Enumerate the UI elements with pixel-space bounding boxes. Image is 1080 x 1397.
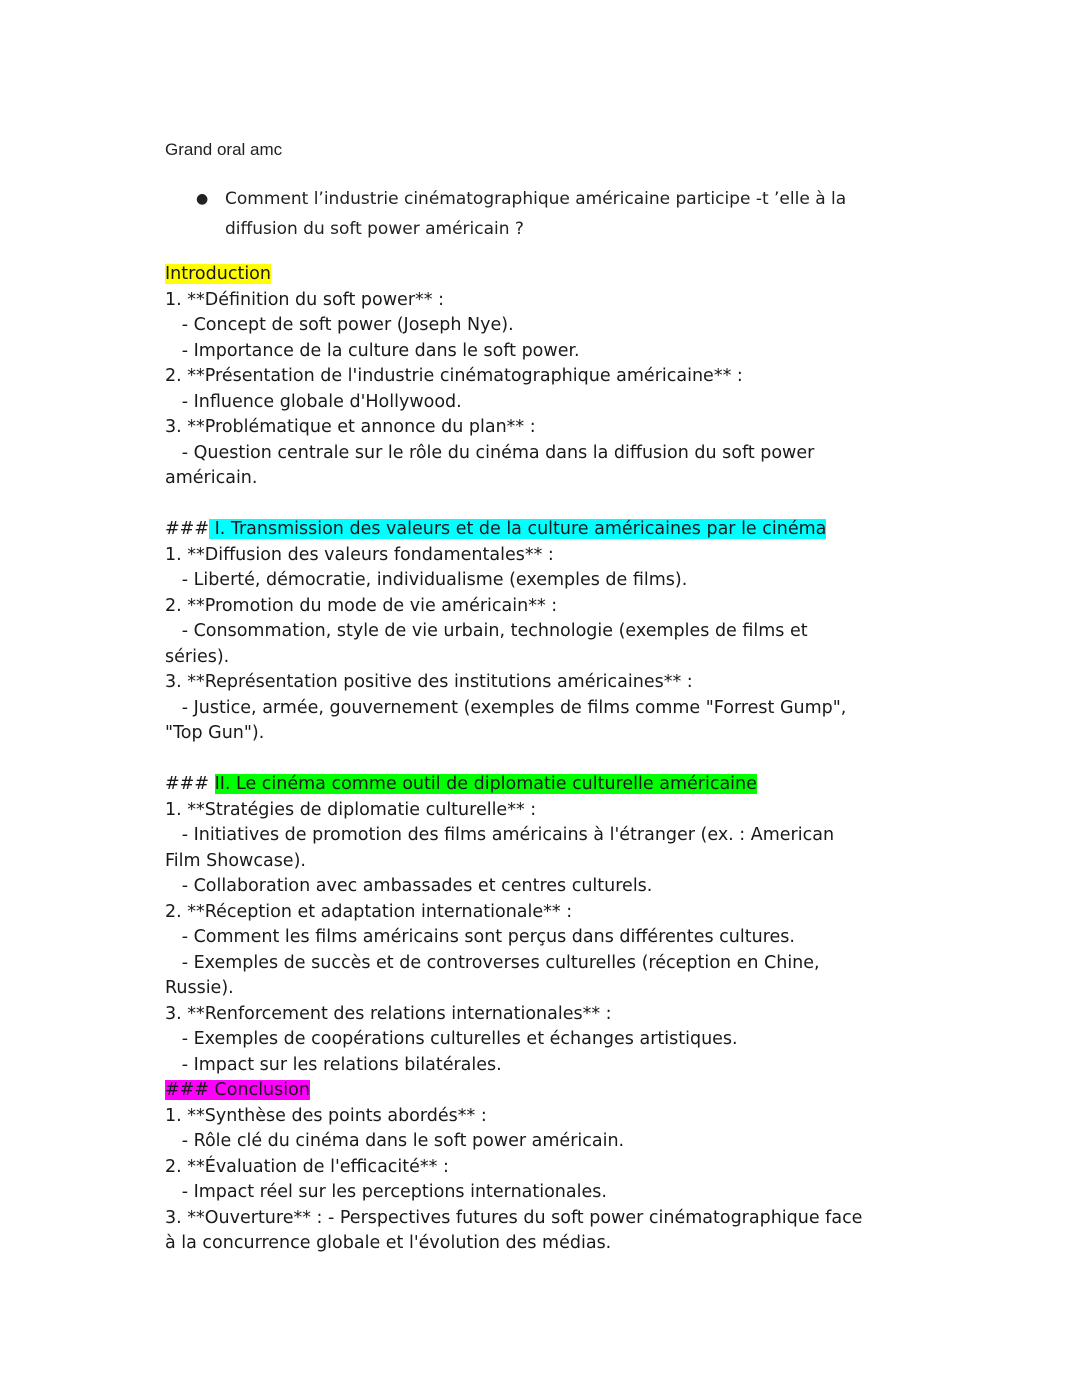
outline-line: - Collaboration avec ambassades et centres culturels. xyxy=(165,876,653,896)
outline-line: - Consommation, style de vie urbain, technologie (exemples de films et xyxy=(165,621,808,641)
outline-line: - Justice, armée, gouvernement (exemples de films comme "Forrest Gump", xyxy=(165,697,847,718)
outline-line: séries). xyxy=(165,646,230,667)
outline-line: 3. **Problématique et annonce du plan** : xyxy=(165,417,536,437)
outline-line: - Importance de la culture dans le soft power. xyxy=(165,340,580,361)
outline-line: - Impact réel sur les perceptions internationales. xyxy=(165,1182,607,1202)
outline-line: - Concept de soft power (Joseph Nye). xyxy=(165,315,514,335)
intro-section xyxy=(165,262,925,288)
outline-line: 3. **Ouverture** : - Perspectives futures du soft power cinématographique face xyxy=(165,1207,863,1228)
outline-line: à la concurrence globale et l'évolution des médias. xyxy=(165,1233,612,1253)
intro-heading: Introduction xyxy=(165,264,271,284)
part1-heading: I. Transmission des valeurs et de la culture américaines par le cinéma xyxy=(209,519,827,539)
outline-line: 2. **Évaluation de l'efficacité** : xyxy=(165,1156,449,1177)
outline-line: - Exemples de succès et de controverses culturelles (réception en Chine, xyxy=(165,952,820,973)
conclusion-section xyxy=(165,1078,925,1104)
research-question: Comment l’industrie cinématographique américaine participe -t ’elle à la diffusion du soft power américain ? xyxy=(225,189,847,239)
outline-line: - Liberté, démocratie, individualisme (exemples de films). xyxy=(165,570,688,590)
outline-line: - Rôle clé du cinéma dans le soft power américain. xyxy=(165,1131,625,1151)
outline-line: 1. **Synthèse des points abordés** : xyxy=(165,1105,487,1126)
outline-line: - Influence globale d'Hollywood. xyxy=(165,391,462,412)
outline-line: - Question centrale sur le rôle du cinéma dans la diffusion du soft power xyxy=(165,442,815,463)
spacer xyxy=(165,492,925,518)
outline-line: 2. **Réception et adaptation internationale** : xyxy=(165,901,573,922)
outline-line: 1. **Définition du soft power** : xyxy=(165,289,444,310)
part1-heading-prefix: ### xyxy=(165,519,209,539)
spacer xyxy=(165,747,925,773)
outline-line: - Comment les films américains sont perçus dans différentes cultures. xyxy=(165,927,795,947)
document-title: Grand oral amc xyxy=(165,140,283,159)
outline-line: Russie). xyxy=(165,978,234,998)
outline-body xyxy=(165,262,925,1257)
outline-line: 3. **Représentation positive des institutions américaines** : xyxy=(165,672,693,692)
part2-heading-prefix: ### xyxy=(165,774,215,794)
outline-line: Film Showcase). xyxy=(165,850,306,871)
outline-line: 2. **Présentation de l'industrie cinématographique américaine** : xyxy=(165,366,743,386)
outline-line: 1. **Stratégies de diplomatie culturelle** : xyxy=(165,799,537,820)
part2-heading: II. Le cinéma comme outil de diplomatie culturelle américaine xyxy=(214,774,757,794)
outline-line: 3. **Renforcement des relations internationales** : xyxy=(165,1003,612,1024)
conclusion-heading: ### Conclusion xyxy=(165,1080,310,1100)
outline-line: - Exemples de coopérations culturelles et échanges artistiques. xyxy=(165,1029,738,1049)
part2-section xyxy=(165,772,925,798)
outline-line: 2. **Promotion du mode de vie américain** : xyxy=(165,595,558,616)
outline-line: - Impact sur les relations bilatérales. xyxy=(165,1054,502,1075)
outline-line: - Initiatives de promotion des films américains à l'étranger (ex. : American xyxy=(165,825,835,845)
outline-line: américain. xyxy=(165,468,258,488)
outline-line: "Top Gun"). xyxy=(165,723,265,743)
bullet-icon: ● xyxy=(196,191,209,207)
part1-section xyxy=(165,517,925,543)
outline-line: 1. **Diffusion des valeurs fondamentales** : xyxy=(165,544,554,565)
